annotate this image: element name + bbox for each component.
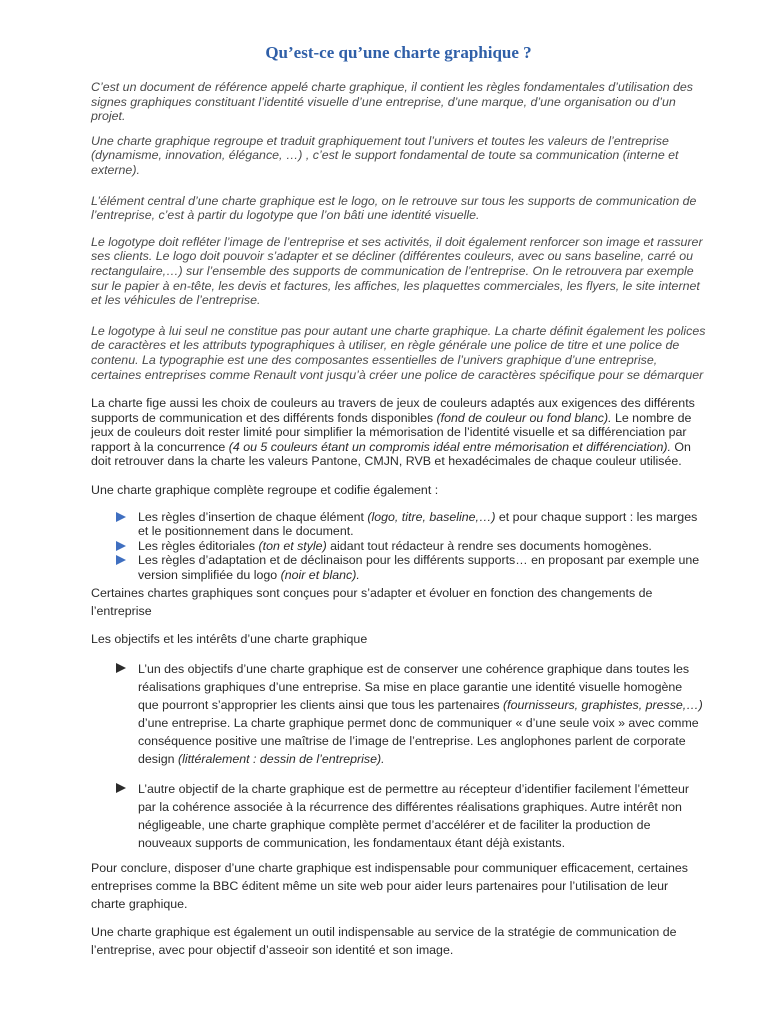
paragraph-conclusion: Pour conclure, disposer d’une charte graphique est indispensable pour communiquer efficacement, certaines entreprises comme la BBC éditent même un site web pour aider leurs partenaires pour l’utilisation de leur charte graphique. xyxy=(91,861,688,912)
paragraph-logo-central: L’élément central d’une charte graphique est le logo, on le retrouve sur tous les supports de communication de l’entreprise, c’est à partir du logotype que l’on bâti une identité visuelle. xyxy=(91,193,697,223)
list-item: Les règles d’adaptation et de déclinaison pour les différents supports… en proposant par exemple une version simplifiée du logo (noir et blanc). xyxy=(91,553,706,582)
paragraph-universe: Une charte graphique regroupe et traduit graphiquement tout l’univers et toutes les valeurs de l’entreprise (dynamisme, innovation, élégance, …) , c’est le support fondamental de toute sa communication (interne et externe). xyxy=(91,133,679,177)
bullet-arrow-icon xyxy=(116,512,126,522)
bullet-arrow-icon xyxy=(116,783,126,793)
list-item: L’un des objectifs d’une charte graphique est de conserver une cohérence graphique dans toutes les réalisations graphiques d’une entreprise. Sa mise en place garantie une identité visuelle homogène que pourront s’approprier les clients ainsi que tous les partenaires (fournisseurs, graphistes, presse,…) d’une entreprise. La charte graphique permet donc de communiquer « d’une seule voix » avec comme conséquence positive une maîtrise de l’image de l’entreprise. Les anglophones parlent de corporate design (littéralement : dessin de l’entreprise). xyxy=(91,660,706,768)
bullet-arrow-icon xyxy=(116,663,126,673)
paragraph-strategy: Une charte graphique est également un outil indispensable au service de la stratégie de communication de l’entreprise, avec pour objectif d’asseoir son identité et son image. xyxy=(91,925,677,958)
bullet-arrow-icon xyxy=(116,555,126,565)
objectives-list xyxy=(91,660,706,852)
bullet-arrow-icon xyxy=(116,541,126,551)
paragraph-logo-reflect: Le logotype doit refléter l’image de l’entreprise et ses activités, il doit également renforcer son image et rassurer ses clients. Le logo doit pouvoir s’adapter et se décliner (différentes couleurs, avec ou sans baseline, carré ou rectangulaire,…) sur l’ensemble des supports de communication de l’entreprise. On le retrouvera par exemple sur le papier à en-tête, les devis et factures, les affiches, les plaquettes commerciales, les flyers, le site internet et les véhicules de l’entreprise. xyxy=(91,234,703,308)
colors-text-c: Le nombre de jeux de couleurs doit rester limité pour simplifier la mémorisation de l’identité visuelle et sa différenciation par rapport à la concurrence xyxy=(91,410,692,454)
colors-text-e: On doit retrouver dans la charte les valeurs Pantone, CMJN, RVB et hexadécimales de chaque couleur utilisée. xyxy=(91,439,691,469)
list-item: L’autre objectif de la charte graphique est de permettre au récepteur d’identifier facilement l’émetteur par la cohérence associée à la récurrence des différentes réalisations graphiques. Autre intérêt non négligeable, une charte graphique complète permet d’accélérer et de faciliter la production de nouveaux supports de communication, les fondamentaux étant déjà existants. xyxy=(91,780,706,852)
section-heading-objectives: Les objectifs et les intérêts d’une charte graphique xyxy=(91,631,368,646)
paragraph-typography: Le logotype à lui seul ne constitue pas pour autant une charte graphique. La charte définit également les polices de caractères et les attributs typographiques à utiliser, en règle générale une police de titre et une police de contenu. La typographie est une des composantes essentielles de l’univers graphique d’une entreprise, certaines entreprises comme Renault vont jusqu’à créer une police de caractères spécifique pour se démarquer xyxy=(91,323,706,382)
colors-text-a: La charte fige aussi les choix de couleurs au travers de jeux de couleurs adaptés aux exigences des différents supports de communication et des différents fonds disponibles xyxy=(91,396,695,425)
list-item: Les règles d’insertion de chaque élément (logo, titre, baseline,…) et pour chaque support : les marges et le positionnement dans le document. xyxy=(91,510,706,539)
colors-text-d: (4 ou 5 couleurs étant un compromis idéal entre mémorisation et différenciation). xyxy=(228,439,671,454)
intro-paragraph: C’est un document de référence appelé charte graphique, il contient les règles fondamentales d’utilisation des signes graphiques constituant l’identité visuelle d’une entreprise, d’une marque, d’une organisation ou d’un projet. xyxy=(91,80,694,124)
rules-list xyxy=(91,510,706,583)
paragraph-evolve: Certaines chartes graphiques sont conçues pour s’adapter et évoluer en fonction des changements de l’entreprise xyxy=(91,585,653,618)
list-item: Les règles éditoriales (ton et style) aidant tout rédacteur à rendre ses documents homogènes. xyxy=(91,539,706,554)
paragraph-complete-charter: Une charte graphique complète regroupe et codifie également : xyxy=(91,483,439,498)
paragraph-colors xyxy=(91,396,706,469)
colors-text-b: (fond de couleur ou fond blanc). xyxy=(436,410,612,425)
page-title: Qu’est-ce qu’une charte graphique ? xyxy=(265,43,532,62)
